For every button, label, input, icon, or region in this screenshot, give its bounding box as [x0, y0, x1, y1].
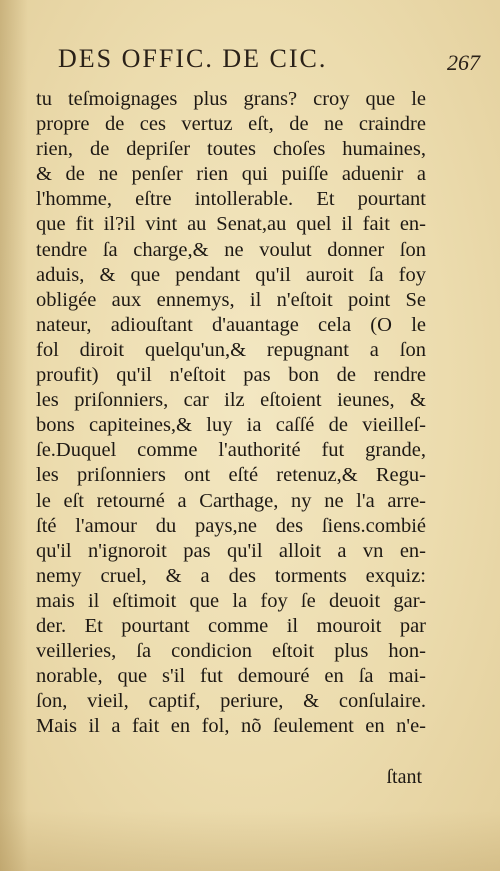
text-line: mais il eſtimoit que la foy ſe deuoit gar-	[36, 589, 426, 612]
text-line: les priſonniers ont eſté retenuz,& Regu-	[36, 464, 426, 487]
text-line: & de ne penſer rien qui puiſſe aduenir a	[36, 163, 426, 186]
text-line: der. Et pourtant comme il mouroit par	[36, 614, 426, 637]
text-line: le eſt retourné a Carthage, ny ne l'a arre-	[36, 489, 426, 512]
text-line: bons capiteines,& luy ia caſſé de vieilleſ-	[36, 414, 426, 437]
page-number: 267	[447, 50, 480, 75]
text-line: nemy cruel, & a des torments exquiz:	[36, 564, 426, 587]
text-line: Mais il a fait en fol, nõ ſeulement en n'e-	[36, 715, 426, 738]
text-line: nateur, adiouſtant d'auantage cela (O le	[36, 313, 426, 336]
text-line: propre de ces vertuz eſt, de ne craindre	[36, 113, 426, 136]
running-head	[58, 44, 480, 78]
text-line: tendre ſa charge,& ne voulut donner ſon	[36, 238, 426, 261]
text-line: aduis, & que pendant qu'il auroit ſa foy	[36, 263, 426, 286]
running-title: DES OFFIC. DE CIC.	[58, 44, 328, 73]
text-line: ſté l'amour du pays,ne des ſiens.combié	[36, 514, 426, 537]
text-line: rien, de depriſer toutes choſes humaines,	[36, 138, 426, 161]
text-line: les priſonniers, car ilz eſtoient ieunes, &	[36, 389, 426, 412]
text-line: proufit) qu'il n'eſtoit pas bon de rendre	[36, 364, 426, 387]
text-line: qu'il n'ignoroit pas qu'il alloit a vn en-	[36, 539, 426, 562]
catchword: ſtant	[386, 766, 422, 788]
text-line: que fit il?il vint au Senat,au quel il fait en-	[36, 213, 426, 236]
body-text	[36, 87, 426, 739]
text-line: obligée aux ennemys, il n'eſtoit point Se	[36, 288, 426, 311]
text-line: veilleries, ſa condicion eſtoit plus hon-	[36, 640, 426, 663]
text-line: fol diroit quelqu'un,& repugnant a ſon	[36, 338, 426, 361]
text-line: ſon, vieil, captif, periure, & conſulaire.	[36, 690, 426, 713]
text-line: l'homme, eſtre intollerable. Et pourtant	[36, 188, 426, 211]
text-line: tu teſmoignages plus grans? croy que le	[36, 88, 426, 110]
text-line: norable, que s'il fut demouré en ſa mai-	[36, 665, 426, 688]
text-line: ſe.Duquel comme l'authorité fut grande,	[36, 439, 426, 462]
